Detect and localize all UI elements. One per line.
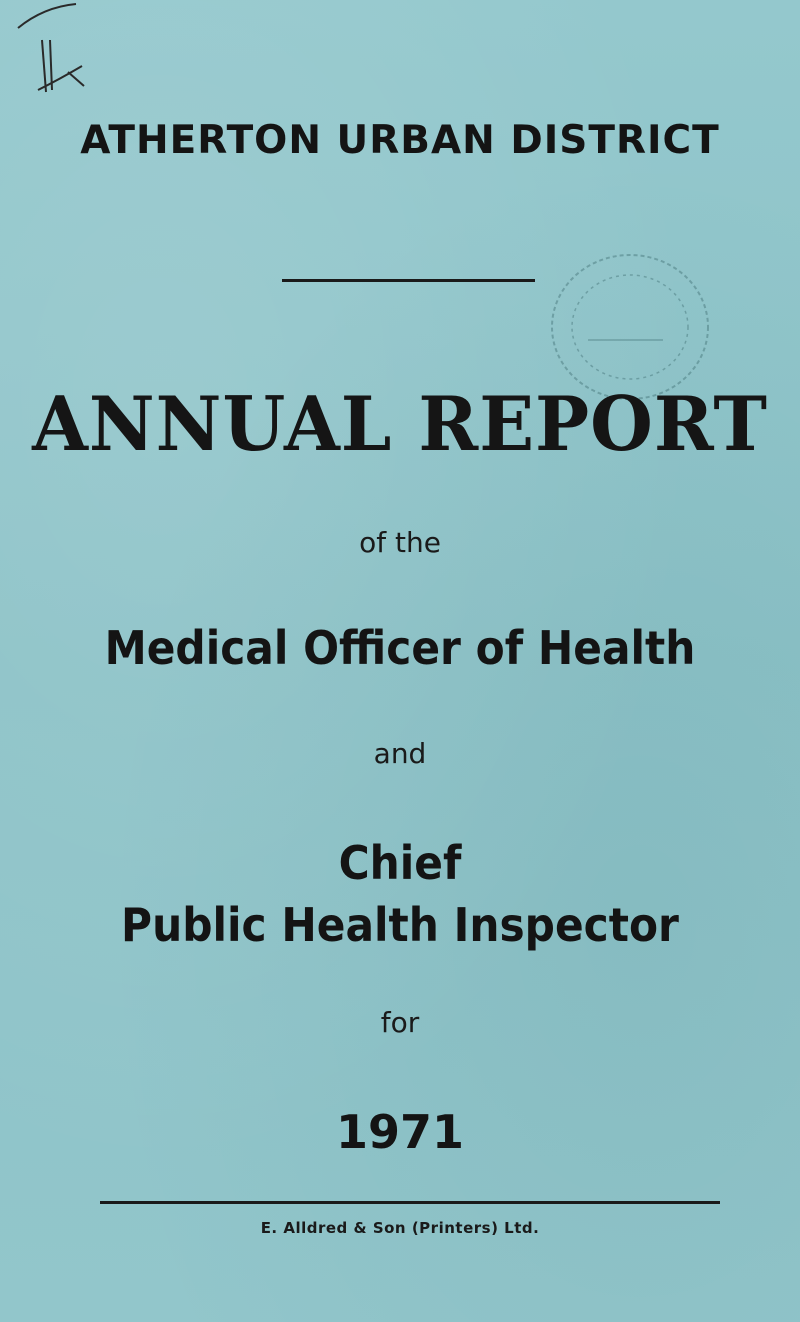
district-heading: ATHERTON URBAN DISTRICT: [80, 118, 720, 163]
and-text: and: [373, 737, 427, 770]
for-text: for: [380, 1006, 420, 1039]
medical-officer-heading: Medical Officer of Health: [104, 621, 696, 675]
printer-imprint: E. Alldred & Son (Printers) Ltd.: [260, 1219, 540, 1237]
report-title: ANNUAL REPORT: [32, 380, 768, 468]
chief-heading: Chief: [338, 836, 462, 890]
handwritten-mark-icon: [10, 0, 90, 110]
of-the-text: of the: [359, 526, 441, 559]
bottom-rule: [100, 1201, 720, 1204]
public-health-inspector-heading: Public Health Inspector: [121, 898, 679, 952]
top-rule: [282, 279, 535, 282]
report-year: 1971: [335, 1105, 465, 1159]
